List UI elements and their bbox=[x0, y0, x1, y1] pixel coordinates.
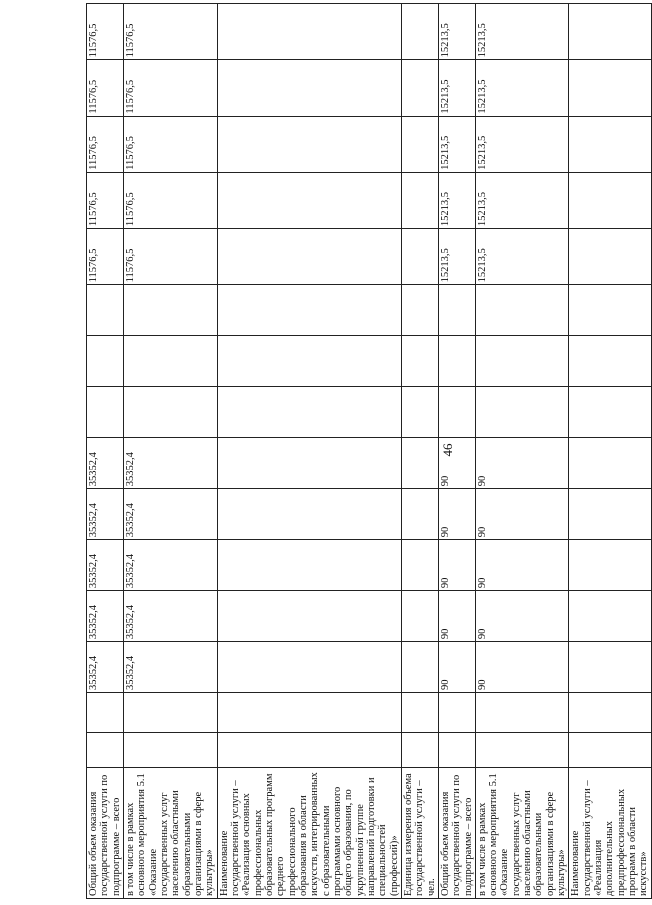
table-cell bbox=[217, 172, 401, 228]
table-cell bbox=[217, 642, 401, 693]
table-cell bbox=[569, 4, 651, 60]
table-cell: 15213,5 bbox=[438, 229, 475, 285]
table-cell bbox=[569, 172, 651, 228]
table-cell bbox=[123, 285, 217, 336]
table-cell bbox=[123, 387, 217, 438]
table-cell: 35352,4 bbox=[123, 642, 217, 693]
table-cell bbox=[401, 642, 438, 693]
table-cell: 90 bbox=[475, 438, 569, 489]
table-cell bbox=[123, 733, 217, 768]
table-cell bbox=[217, 4, 401, 60]
table-cell bbox=[217, 116, 401, 172]
table-body bbox=[87, 4, 652, 899]
row-label: Общий объем оказания государственной услуги по подпрограмме – всего bbox=[438, 768, 475, 899]
table-cell: 90 bbox=[475, 489, 569, 540]
table-row bbox=[438, 4, 475, 899]
row-label: Общий объем оказания государственной услуги по подпрограмме – всего bbox=[87, 768, 124, 899]
table-cell bbox=[438, 285, 475, 336]
table-cell bbox=[401, 4, 438, 60]
table-cell: 90 bbox=[475, 642, 569, 693]
table-cell bbox=[401, 693, 438, 733]
table-cell: 11576,5 bbox=[123, 60, 217, 116]
table-cell: 35352,4 bbox=[123, 591, 217, 642]
table-cell bbox=[87, 387, 124, 438]
table-cell bbox=[569, 733, 651, 768]
table-cell: 90 bbox=[475, 591, 569, 642]
table-cell: 90 bbox=[438, 489, 475, 540]
table-cell bbox=[217, 489, 401, 540]
table-cell bbox=[438, 336, 475, 387]
table-cell bbox=[123, 336, 217, 387]
table-cell bbox=[569, 285, 651, 336]
table-cell bbox=[87, 693, 124, 733]
table-cell: 35352,4 bbox=[123, 489, 217, 540]
row-label: Наименование государственной услуги – «Реализация дополнительных предпрофессиональных программ в области искусств» bbox=[569, 768, 651, 899]
table-cell bbox=[475, 387, 569, 438]
table-cell: 15213,5 bbox=[438, 116, 475, 172]
table-cell bbox=[438, 733, 475, 768]
table-cell bbox=[401, 387, 438, 438]
table-cell bbox=[87, 285, 124, 336]
table-cell bbox=[217, 60, 401, 116]
table-cell bbox=[569, 387, 651, 438]
table-cell: 35352,4 bbox=[123, 438, 217, 489]
table-row bbox=[217, 4, 401, 899]
table-cell bbox=[217, 438, 401, 489]
page-number: 46 bbox=[440, 443, 455, 457]
table-cell bbox=[401, 591, 438, 642]
table-cell: 15213,5 bbox=[475, 4, 569, 60]
table-cell bbox=[217, 387, 401, 438]
table-cell bbox=[401, 229, 438, 285]
table-cell bbox=[217, 540, 401, 591]
table-cell: 15213,5 bbox=[475, 116, 569, 172]
table-cell bbox=[569, 489, 651, 540]
table-cell: 35352,4 bbox=[87, 540, 124, 591]
table-cell bbox=[569, 693, 651, 733]
table-cell bbox=[401, 489, 438, 540]
table-cell bbox=[401, 540, 438, 591]
table-cell bbox=[87, 336, 124, 387]
row-label: Единица измерения объема государственной услуги – чел. bbox=[401, 768, 438, 899]
table-cell bbox=[401, 116, 438, 172]
table-cell: 15213,5 bbox=[475, 172, 569, 228]
table-cell: 90 bbox=[438, 591, 475, 642]
table-cell bbox=[569, 642, 651, 693]
table-cell bbox=[401, 733, 438, 768]
table-cell bbox=[438, 387, 475, 438]
table-cell bbox=[401, 60, 438, 116]
table-cell bbox=[217, 336, 401, 387]
table-cell: 11576,5 bbox=[87, 229, 124, 285]
table-cell bbox=[123, 693, 217, 733]
table-cell bbox=[569, 116, 651, 172]
table-row bbox=[123, 4, 217, 899]
table-cell bbox=[217, 285, 401, 336]
table-cell: 11576,5 bbox=[87, 116, 124, 172]
table-cell: 35352,4 bbox=[87, 591, 124, 642]
table-cell: 90 bbox=[475, 540, 569, 591]
table-cell: 15213,5 bbox=[438, 60, 475, 116]
table-cell: 15213,5 bbox=[438, 172, 475, 228]
table-cell: 35352,4 bbox=[87, 438, 124, 489]
table-row bbox=[87, 4, 124, 899]
row-label: Наименование государственной услуги – «Реализация основных профессиональных образовательных программ среднего профессионального образования в области искусств, интегрированных с образовательными программами основного общего образования, по укрупненной группе направлений подготовки и специальностей (профессий)» bbox=[217, 768, 401, 899]
table-cell: 90 bbox=[438, 438, 475, 489]
table-cell bbox=[438, 693, 475, 733]
table-cell bbox=[217, 591, 401, 642]
table-cell bbox=[569, 540, 651, 591]
row-label: в том числе в рамках основного мероприятия 5.1 «Оказание государственных услуг населению областными образовательными организациями в сфере культуры» bbox=[123, 768, 217, 899]
table-row bbox=[475, 4, 569, 899]
table-cell: 90 bbox=[438, 642, 475, 693]
table-cell: 90 bbox=[438, 540, 475, 591]
data-table bbox=[86, 3, 652, 899]
table-cell bbox=[217, 229, 401, 285]
table-cell bbox=[569, 229, 651, 285]
table-cell: 11576,5 bbox=[87, 4, 124, 60]
table-cell bbox=[475, 285, 569, 336]
table-cell bbox=[475, 336, 569, 387]
table-cell bbox=[401, 172, 438, 228]
table-cell: 11576,5 bbox=[87, 172, 124, 228]
table-cell bbox=[217, 733, 401, 768]
table-cell bbox=[87, 733, 124, 768]
table-cell: 11576,5 bbox=[123, 4, 217, 60]
table-cell bbox=[401, 336, 438, 387]
table-cell bbox=[475, 733, 569, 768]
table-cell bbox=[217, 693, 401, 733]
table-cell: 11576,5 bbox=[87, 60, 124, 116]
table-cell bbox=[569, 336, 651, 387]
table-cell bbox=[475, 693, 569, 733]
table-row bbox=[401, 4, 438, 899]
row-label: в том числе в рамках основного мероприятия 5.1 «Оказание государственных услуг населению областными образовательными организациями в сфере культуры» bbox=[475, 768, 569, 899]
table-cell: 35352,4 bbox=[123, 540, 217, 591]
table-cell bbox=[401, 285, 438, 336]
table-cell: 11576,5 bbox=[123, 116, 217, 172]
table-cell: 11576,5 bbox=[123, 172, 217, 228]
table-cell: 15213,5 bbox=[438, 4, 475, 60]
table-cell bbox=[569, 438, 651, 489]
table-row bbox=[569, 4, 651, 899]
table-cell bbox=[569, 60, 651, 116]
table-cell bbox=[569, 591, 651, 642]
table-cell: 35352,4 bbox=[87, 489, 124, 540]
table-cell: 15213,5 bbox=[475, 60, 569, 116]
table-cell: 35352,4 bbox=[87, 642, 124, 693]
table-cell: 15213,5 bbox=[475, 229, 569, 285]
table-cell: 11576,5 bbox=[123, 229, 217, 285]
table-cell bbox=[401, 438, 438, 489]
